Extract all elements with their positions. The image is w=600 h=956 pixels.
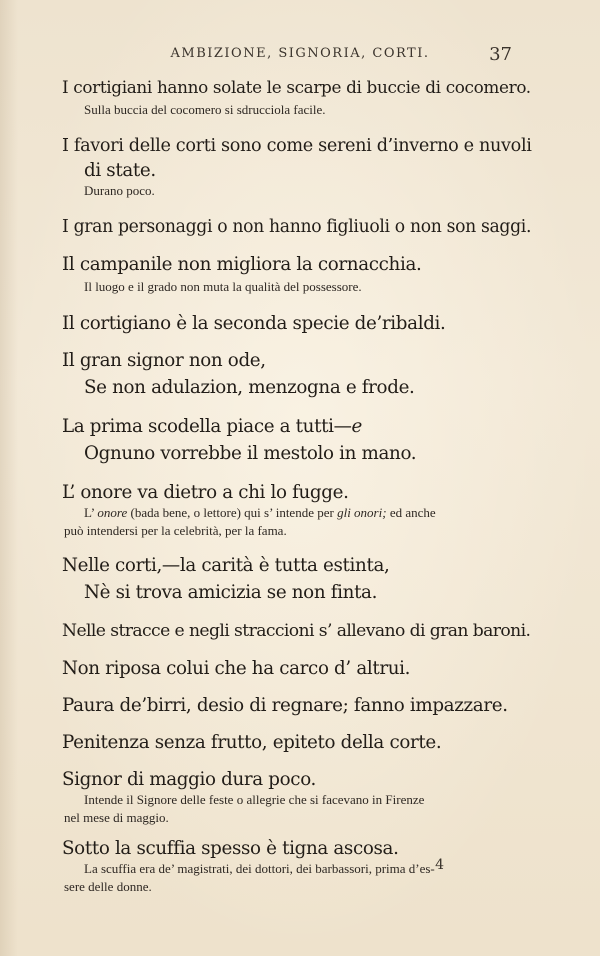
proverb-line: Non riposa colui che ha carco d’ altrui.	[62, 658, 411, 679]
proverb-gloss-line: L’ onore (bada bene, o lettore) qui s’ intende per gli onori; ed anche	[84, 505, 436, 520]
proverb-entry	[64, 835, 524, 896]
proverb-line: di state.	[84, 160, 156, 181]
proverb-line: Signor di maggio dura poco.	[62, 769, 316, 790]
proverb-line: Sotto la scuffia spesso è tigna ascosa.	[62, 838, 399, 859]
proverb-entry	[64, 479, 524, 540]
proverb-entry	[64, 766, 524, 827]
signature-mark: 4	[435, 857, 444, 873]
proverb-gloss: Sulla buccia del cocomero si sdrucciola facile.	[84, 102, 326, 117]
proverb-line: Penitenza senza frutto, epiteto della corte.	[62, 732, 442, 753]
proverb-line: I cortigiani hanno solate le scarpe di buccie di cocomero.	[62, 77, 531, 97]
running-title: AMBIZIONE, SIGNORIA, CORTI.	[170, 46, 430, 61]
proverb-line: L’ onore va dietro a chi lo fugge.	[62, 482, 349, 503]
proverb-entry	[64, 655, 524, 682]
proverb-entry	[64, 310, 524, 337]
proverb-gloss-line: Intende il Signore delle feste o allegrie che si facevano in Firenze	[84, 792, 425, 807]
page-number: 37	[489, 44, 512, 65]
proverb-entry	[62, 214, 532, 241]
proverb-gloss: Durano poco.	[84, 183, 155, 198]
proverb-line: Ognuno vorrebbe il mestolo in mano.	[84, 443, 417, 464]
proverb-entry	[62, 618, 531, 645]
proverb-line: Nè si trova amicizia se non finta.	[84, 582, 378, 603]
proverb-entry	[64, 692, 524, 719]
proverb-line: Se non adulazion, menzogna e frode.	[84, 377, 415, 398]
proverb-line: Il cortigiano è la seconda specie de’ribaldi.	[62, 313, 446, 334]
proverb-line: Nelle corti,—la carità è tutta estinta,	[62, 555, 390, 576]
page-gutter-shadow	[0, 0, 18, 956]
proverb-gloss: Il luogo e il grado non muta la qualità del possessore.	[84, 279, 362, 294]
proverb-line: Il campanile non migliora la cornacchia.	[62, 254, 422, 275]
proverb-gloss-line: può intendersi per la celebrità, per la fama.	[64, 523, 287, 538]
proverb-entry	[64, 251, 524, 296]
proverb-line: I gran personaggi o non hanno figliuoli o non son saggi.	[62, 217, 532, 237]
proverb-entry	[62, 133, 532, 200]
proverb-gloss-line: nel mese di maggio.	[64, 810, 169, 825]
proverb-line: Nelle stracce e negli straccioni s’ allevano di gran baroni.	[62, 621, 531, 641]
proverb-entry	[64, 413, 524, 467]
proverb-line: Paura de’birri, desio di regnare; fanno impazzare.	[62, 695, 508, 716]
proverb-gloss-line: sere delle donne.	[64, 879, 152, 894]
running-head	[0, 46, 600, 66]
proverb-entry	[64, 347, 524, 401]
proverb-line: Il gran signor non ode,	[62, 350, 266, 371]
proverb-list	[62, 74, 532, 896]
proverb-line: I favori delle corti sono come sereni d’inverno e nuvoli	[62, 136, 532, 156]
proverb-entry	[64, 729, 524, 756]
proverb-entry	[62, 74, 531, 119]
proverb-line: La prima scodella piace a tutti—e	[62, 416, 362, 437]
proverb-entry	[64, 552, 524, 606]
proverb-gloss-line: La scuffia era de’ magistrati, dei dottori, dei barbassori, prima d’es-	[84, 861, 435, 876]
